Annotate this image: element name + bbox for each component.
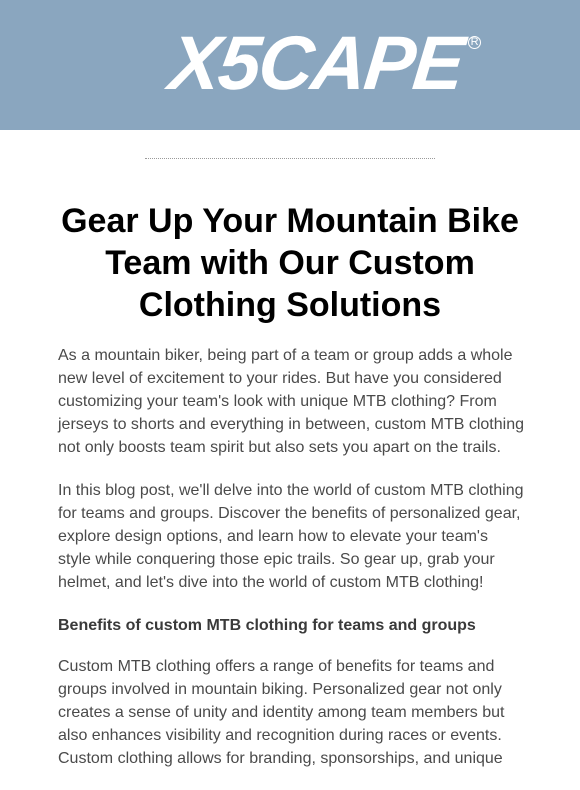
article-title: Gear Up Your Mountain Bike Team with Our Custom Clothing Solutions: [61, 202, 519, 324]
dotted-divider: [145, 158, 435, 159]
benefits-paragraph: Custom MTB clothing offers a range of benefits for teams and groups involved in mountain biking. Personalized gear not only creates a sense of unity and identity among team members but also enhances visibility and recognition during races or events. Custom clothing allows for branding, sponsorships, and unique: [58, 658, 505, 767]
article-body: [58, 344, 524, 790]
email-header: [0, 0, 580, 130]
brand-logo[interactable]: [165, 21, 481, 106]
intro-paragraph: As a mountain biker, being part of a team or group adds a whole new level of excitement to your rides. But have you considered customizing your team's look with unique MTB clothing? From jerseys to shorts and everything in between, custom MTB clothing not only boosts team spirit but also sets you apart on the trails.: [58, 347, 524, 456]
registered-trademark-icon: R: [468, 36, 481, 49]
brand-logo-text: X5CAPE: [165, 21, 467, 106]
overview-paragraph: In this blog post, we'll delve into the world of custom MTB clothing for teams and groups. Discover the benefits of personalized gear, explore design options, and learn how to elevate your team's style while conquering those epic trails. So gear up, grab your helmet, and let's dive into the world of custom MTB clothing!: [58, 482, 524, 591]
section-subheading: Benefits of custom MTB clothing for teams and groups: [58, 617, 476, 634]
